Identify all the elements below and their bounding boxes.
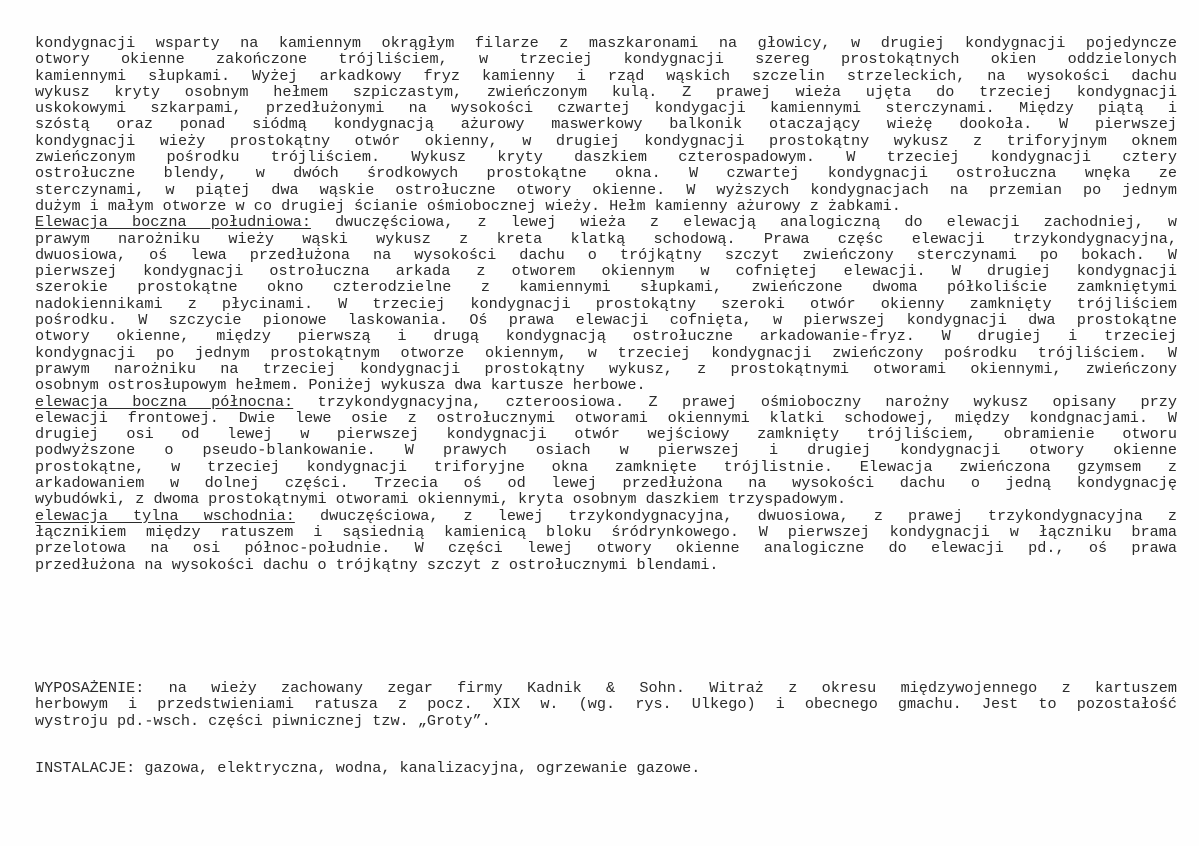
text-line: pośrodku. W szczycie pionowe laskowania. Oś prawa elewacji cofnięta, w pierwszej kondygnacji dwa prostokątne: [35, 311, 1177, 330]
text-line: dużym i małym otworze w co drugiej ścianie ośmiobocznej wieży. Hełm kamienny ażurowy z żabkami.: [35, 196, 901, 215]
text-line: kondygnacji po jednym prostokątnym otworze okiennym, w trzeciej kondygnacji zwieńczony pośrodku trójliściem. W: [35, 343, 1177, 362]
text-line: łącznikiem między ratuszem i sąsiednią kamienicą bloku śródrynkowego. W pierwszej kondygnacji w łączniku brama: [35, 522, 1177, 541]
south-elevation-first-line: [35, 214, 1177, 230]
text-line: wykusz kryty osobnym hełmem szpiczastym, zwieńczonym kulą. Z prawej wieża ujęta do trzeciej kondygnacji: [35, 82, 1177, 101]
text-line: zwieńczonym pośrodku trójliściem. Wykusz kryty daszkiem czterospadowym. W trzeciej kondygnacji cztery: [35, 148, 1177, 167]
text-line: szóstą oraz ponad siódmą kondygnacją ażurowy maswerkowy balkonik otaczający wieżę dookoła. W pierwszej: [35, 115, 1177, 134]
text-line: ostrołuczne blendy, w dwóch środkowych prostokątne okna. W czwartej kondygnacji ostrołuczna wnęka ze: [35, 164, 1177, 183]
text-line: prostokątne, w trzeciej kondygnacji triforyjne okna zamknięte trójlistnie. Elewacja zwieńczona gzymsem z: [35, 457, 1177, 476]
text-line: podwyższone o pseudo-blankowanie. W prawych osiach w pierwszej i drugiej kondygnacji otwory okienne: [35, 441, 1177, 460]
installations-section: [35, 760, 1177, 776]
text-line: uskokowymi szkarpami, przedłużonymi na wysokości czwartej kondygacji kamiennymi sterczynami. Między piątą i: [35, 99, 1177, 118]
text-line: szerokie prostokątne okno czterodzielne z kamiennymi słupkami, zwieńczone dwoma półkoliście zamkniętymi: [35, 278, 1177, 297]
text-line: arkadowaniem w dolnej części. Trzecia oś od lewej przedłużona na wysokości dachu o jedną kondygnację: [35, 474, 1177, 493]
text-line: przelotowa na osi północ-południe. W części lewej otwory okienne analogiczne do elewacji pd., oś prawa: [35, 539, 1177, 558]
text-line: dwuosiowa, oś lewa przedłużona na wysokości dachu o trójkątny szczyt zwieńczony sterczynami po bokach. W: [35, 245, 1177, 264]
east-elevation-first-text: dwuczęściowa, z lewej trzykondygnacyjna, dwuosiowa, z prawej trzykondygnacyjna z: [294, 506, 1177, 525]
text-line: kondygnacji wsparty na kamiennym okrągłym filarze z maszkaronami na głowicy, w drugiej kondygnacji pojedyncze: [35, 34, 1177, 52]
north-elevation-heading: elewacja boczna północna:: [35, 392, 294, 411]
east-elevation-heading: elewacja tylna wschodnia:: [35, 506, 295, 525]
text-line: otwory okienne zakończone trójliściem, w trzeciej kondygnacji szereg prostokątnych okien oddzielonych: [35, 50, 1177, 69]
north-elevation-first-line: [35, 394, 1177, 410]
text-line: osobnym ostrosłupowym hełmem. Poniżej wykusza dwa kartusze herbowe.: [35, 376, 646, 395]
text-line: prawym narożniku na trzeciej kondygnacji prostokątny wykusz, z prostokątnymi otworami okiennymi, zwieńczony: [35, 359, 1177, 378]
text-line: kondygnacji wieży prostokątny otwór okienny, w drugiej kondygnacji prostokątny wykusz z triforyjnym oknem: [35, 131, 1177, 150]
text-line: WYPOSAŻENIE: na wieży zachowany zegar firmy Kadnik & Sohn. Witraż z okresu międzywojennego z kartuszem: [35, 679, 1177, 697]
text-line: pierwszej kondygnacji ostrołuczna arkada z otworem okiennym w cofniętej elewacji. W drugiej kondygnacji: [35, 262, 1177, 281]
text-line: nadokiennikami z płycinami. W trzeciej kondygnacji prostokątny szeroki otwór okienny zamknięty trójliściem: [35, 294, 1177, 313]
text-line: otwory okienne, między pierwszą i drugą kondygnacją ostrołuczne arkadowanie-fryz. W drugiej i trzeciej: [35, 327, 1177, 346]
elevation-description: [35, 35, 1177, 573]
text-line: drugiej osi od lewej w pierwszej kondygnacji otwór wejściowy zamknięty trójliściem, obramienie otworu: [35, 425, 1177, 444]
text-line: sterczynami, w piątej dwa wąskie ostrołuczne otwory okienne. W wyższych kondygnacjach na przemian po jednym: [35, 180, 1177, 199]
text-line: INSTALACJE: gazowa, elektryczna, wodna, kanalizacyjna, ogrzewanie gazowe.: [35, 759, 701, 777]
text-line: wybudówki, z dwoma prostokątnymi otworami okiennymi, kryta osobnym daszkiem trzyspadowym.: [35, 490, 847, 509]
text-line: kamiennymi słupkami. Wyżej arkadkowy fryz kamienny i rząd wąskich szczelin strzeleckich, na wysokości dachu: [35, 66, 1177, 85]
south-elevation-heading: Elewacja boczna południowa:: [35, 213, 311, 232]
east-elevation-first-line: [35, 508, 1177, 524]
text-line: przedłużona na wysokości dachu o trójkątny szczyt z ostrołucznymi blendami.: [35, 555, 719, 574]
north-elevation-first-text: trzykondygnacyjna, czteroosiowa. Z prawej ośmioboczny narożny wykusz opisany przy: [293, 392, 1177, 411]
text-line: herbowym i przedstwieniami ratusza z pocz. XIX w. (wg. rys. Ulkego) i obecnego gmachu. Jest to pozostałość: [35, 695, 1177, 714]
text-line: wystroju pd.-wsch. części piwnicznej tzw. „Groty”.: [35, 711, 491, 730]
text-line: prawym narożniku wieży wąski wykusz z kreta klatką schodową. Prawa częśc elewacji trzykondygnacyjna,: [35, 229, 1177, 248]
text-line: elewacji frontowej. Dwie lewe osie z ostrołucznymi otworami okiennymi klatki schodowej, między kondgnacjami. W: [35, 408, 1177, 427]
equipment-section: [35, 680, 1177, 729]
south-elevation-first-text: dwuczęściowa, z lewej wieża z elewacją analogiczną do elewacji zachodniej, w: [310, 213, 1178, 232]
